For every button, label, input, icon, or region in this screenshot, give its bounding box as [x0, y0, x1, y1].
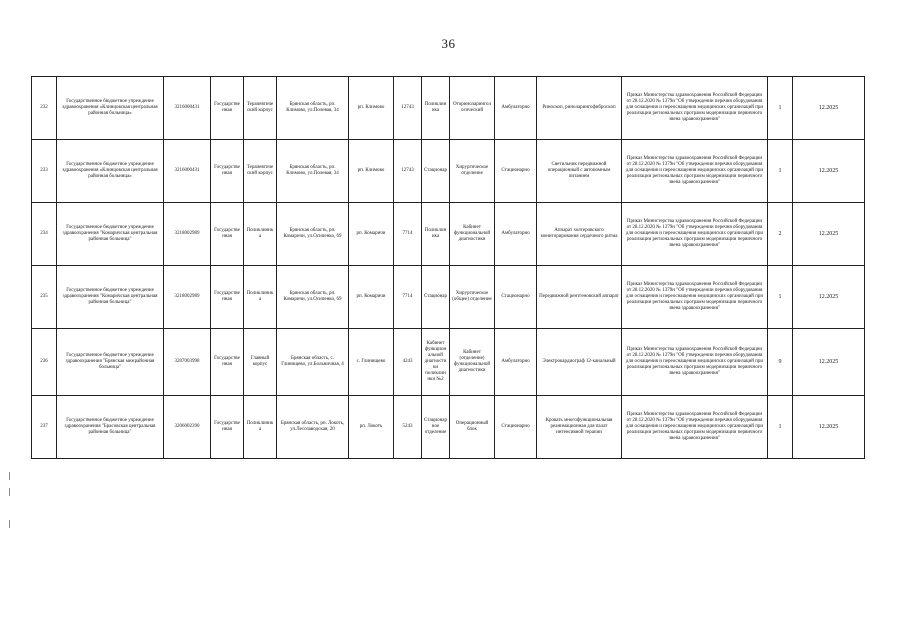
- equipment-name-cell: Передвижной рентгеновский аппарат: [537, 266, 622, 329]
- division-type-cell: Стационар: [422, 266, 450, 329]
- ownership-form-cell: Государственная: [211, 140, 244, 203]
- organization-name-cell: Государственное бюджетное учреждение здравоохранения "Брянская межрайонная больница": [57, 329, 164, 396]
- table-row: [32, 329, 865, 396]
- population-cell: 7714: [394, 266, 422, 329]
- address-cell: Брянская область, рп. Комаричи, ул.Осипенко, 69: [277, 266, 349, 329]
- department-cell: Кабинет функциональной диагностики: [450, 203, 495, 266]
- settlement-cell: рп. Комаричи: [349, 266, 394, 329]
- equipment-name-cell: Электрокардиограф 12-канальный: [537, 329, 622, 396]
- quantity-cell: 9: [768, 329, 793, 396]
- organization-name-cell: Государственное бюджетное учреждение здравоохранения "Комаричская центральная районная больница": [57, 266, 164, 329]
- row-number-cell: 236: [32, 329, 57, 396]
- equipment-name-cell: Риноскоп, риноларингофиброскоп: [537, 77, 622, 140]
- table-row: [32, 266, 865, 329]
- inn-cell: 3218002989: [164, 266, 211, 329]
- division-type-cell: Кабинет функциональной диагностики поликлиники №2: [422, 329, 450, 396]
- address-cell: Брянская область, рп. Климово, ул.Полевая, 34: [277, 140, 349, 203]
- building-cell: Терапевтический корпус: [244, 140, 277, 203]
- department-cell: Хирургическое (общее) отделение: [450, 266, 495, 329]
- ownership-form-cell: Государственная: [211, 77, 244, 140]
- margin-mark: [9, 488, 10, 496]
- legal-basis-cell: Приказ Министерства здравоохранения Российской Федерации от 28.12.2020 № 1379н "Об утверждении перечня оборудования для оснащения и переоснащения медицинских организаций при реализации региональных программ модернизации первичного звена здравоохранения": [622, 396, 768, 459]
- ownership-form-cell: Государственная: [211, 396, 244, 459]
- ownership-form-cell: Государственная: [211, 329, 244, 396]
- organization-name-cell: Государственное бюджетное учреждение здравоохранения «Клинцовская центральная районная больница»: [57, 140, 164, 203]
- organization-name-cell: Государственное бюджетное учреждение здравоохранения "Брасовская центральная районная больница": [57, 396, 164, 459]
- division-type-cell: Стационар: [422, 140, 450, 203]
- row-number-cell: 232: [32, 77, 57, 140]
- delivery-date-cell: 12.2025: [793, 329, 865, 396]
- address-cell: Брянская область, рп. Локоть, ул.Лесозаводская, 20: [277, 396, 349, 459]
- page-number: 36: [441, 36, 456, 51]
- care-condition-cell: Амбулаторно: [495, 329, 537, 396]
- population-cell: 4243: [394, 329, 422, 396]
- registry-body: [32, 77, 865, 459]
- equipment-registry-table: [31, 76, 865, 459]
- department-cell: Оториноларингологический: [450, 77, 495, 140]
- row-number-cell: 235: [32, 266, 57, 329]
- quantity-cell: 1: [768, 140, 793, 203]
- margin-mark: [9, 520, 10, 528]
- legal-basis-cell: Приказ Министерства здравоохранения Российской Федерации от 28.12.2020 № 1379н "Об утверждении перечня оборудования для оснащения и переоснащения медицинских организаций при реализации региональных программ модернизации первичного звена здравоохранения": [622, 140, 768, 203]
- inn-cell: 3218002989: [164, 203, 211, 266]
- quantity-cell: 1: [768, 266, 793, 329]
- equipment-name-cell: Светильник передвижной операционный с автономным питанием: [537, 140, 622, 203]
- table-row: [32, 396, 865, 459]
- row-number-cell: 233: [32, 140, 57, 203]
- building-cell: Поликлиника: [244, 203, 277, 266]
- department-cell: Операционный блок: [450, 396, 495, 459]
- table-row: [32, 140, 865, 203]
- division-type-cell: Стационарное отделение: [422, 396, 450, 459]
- equipment-name-cell: Кровать многофункциональная реанимационная для палат интенсивной терапии: [537, 396, 622, 459]
- population-cell: 7714: [394, 203, 422, 266]
- legal-basis-cell: Приказ Министерства здравоохранения Российской Федерации от 28.12.2020 № 1379н "Об утверждении перечня оборудования для оснащения и переоснащения медицинских организаций при реализации региональных программ модернизации первичного звена здравоохранения": [622, 77, 768, 140]
- organization-name-cell: Государственное бюджетное учреждение здравоохранения "Комаричская центральная районная больница": [57, 203, 164, 266]
- inn-cell: 3206002390: [164, 396, 211, 459]
- building-cell: Поликлиника: [244, 396, 277, 459]
- delivery-date-cell: 12.2025: [793, 266, 865, 329]
- table-row: [32, 77, 865, 140]
- address-cell: Брянская область, рп. Климово, ул.Полевая, 34: [277, 77, 349, 140]
- inn-cell: 3216000431: [164, 77, 211, 140]
- ownership-form-cell: Государственная: [211, 266, 244, 329]
- population-cell: 12743: [394, 77, 422, 140]
- inn-cell: 3216000431: [164, 140, 211, 203]
- settlement-cell: рп. Комаричи: [349, 203, 394, 266]
- margin-mark: [9, 472, 10, 480]
- care-condition-cell: Стационарно: [495, 396, 537, 459]
- building-cell: Терапевтический корпус: [244, 77, 277, 140]
- settlement-cell: рп. Локоть: [349, 396, 394, 459]
- address-cell: Брянская область, рп. Комаричи, ул.Осипенко, 69: [277, 203, 349, 266]
- legal-basis-cell: Приказ Министерства здравоохранения Российской Федерации от 28.12.2020 № 1379н "Об утверждении перечня оборудования для оснащения и переоснащения медицинских организаций при реализации региональных программ модернизации первичного звена здравоохранения": [622, 266, 768, 329]
- settlement-cell: с. Глинищево: [349, 329, 394, 396]
- building-cell: Поликлиника: [244, 266, 277, 329]
- ownership-form-cell: Государственная: [211, 203, 244, 266]
- organization-name-cell: Государственное бюджетное учреждение здравоохранения «Клинцовская центральная районная больница»: [57, 77, 164, 140]
- legal-basis-cell: Приказ Министерства здравоохранения Российской Федерации от 28.12.2020 № 1379н "Об утверждении перечня оборудования для оснащения и переоснащения медицинских организаций при реализации региональных программ модернизации первичного звена здравоохранения": [622, 329, 768, 396]
- row-number-cell: 237: [32, 396, 57, 459]
- row-number-cell: 234: [32, 203, 57, 266]
- department-cell: Хирургическое отделение: [450, 140, 495, 203]
- delivery-date-cell: 12.2025: [793, 140, 865, 203]
- quantity-cell: 1: [768, 77, 793, 140]
- quantity-cell: 2: [768, 203, 793, 266]
- equipment-name-cell: Аппарат холтеровского мониторирования сердечного ритма: [537, 203, 622, 266]
- population-cell: 12743: [394, 140, 422, 203]
- address-cell: Брянская область, с. Глинищево, ул.Больничная, 4: [277, 329, 349, 396]
- table-row: [32, 203, 865, 266]
- population-cell: 5243: [394, 396, 422, 459]
- division-type-cell: Поликлиника: [422, 203, 450, 266]
- department-cell: Кабинет (отделение) функциональной диагностики: [450, 329, 495, 396]
- quantity-cell: 1: [768, 396, 793, 459]
- building-cell: Главный корпус: [244, 329, 277, 396]
- settlement-cell: рп. Климово: [349, 140, 394, 203]
- delivery-date-cell: 12.2025: [793, 396, 865, 459]
- inn-cell: 3207003998: [164, 329, 211, 396]
- care-condition-cell: Стационарно: [495, 140, 537, 203]
- care-condition-cell: Амбулаторно: [495, 203, 537, 266]
- division-type-cell: Поликлиника: [422, 77, 450, 140]
- delivery-date-cell: 12.2025: [793, 77, 865, 140]
- care-condition-cell: Амбулаторно: [495, 77, 537, 140]
- settlement-cell: рп. Климово: [349, 77, 394, 140]
- care-condition-cell: Стационарно: [495, 266, 537, 329]
- legal-basis-cell: Приказ Министерства здравоохранения Российской Федерации от 28.12.2020 № 1379н "Об утверждении перечня оборудования для оснащения и переоснащения медицинских организаций при реализации региональных программ модернизации первичного звена здравоохранения": [622, 203, 768, 266]
- delivery-date-cell: 12.2025: [793, 203, 865, 266]
